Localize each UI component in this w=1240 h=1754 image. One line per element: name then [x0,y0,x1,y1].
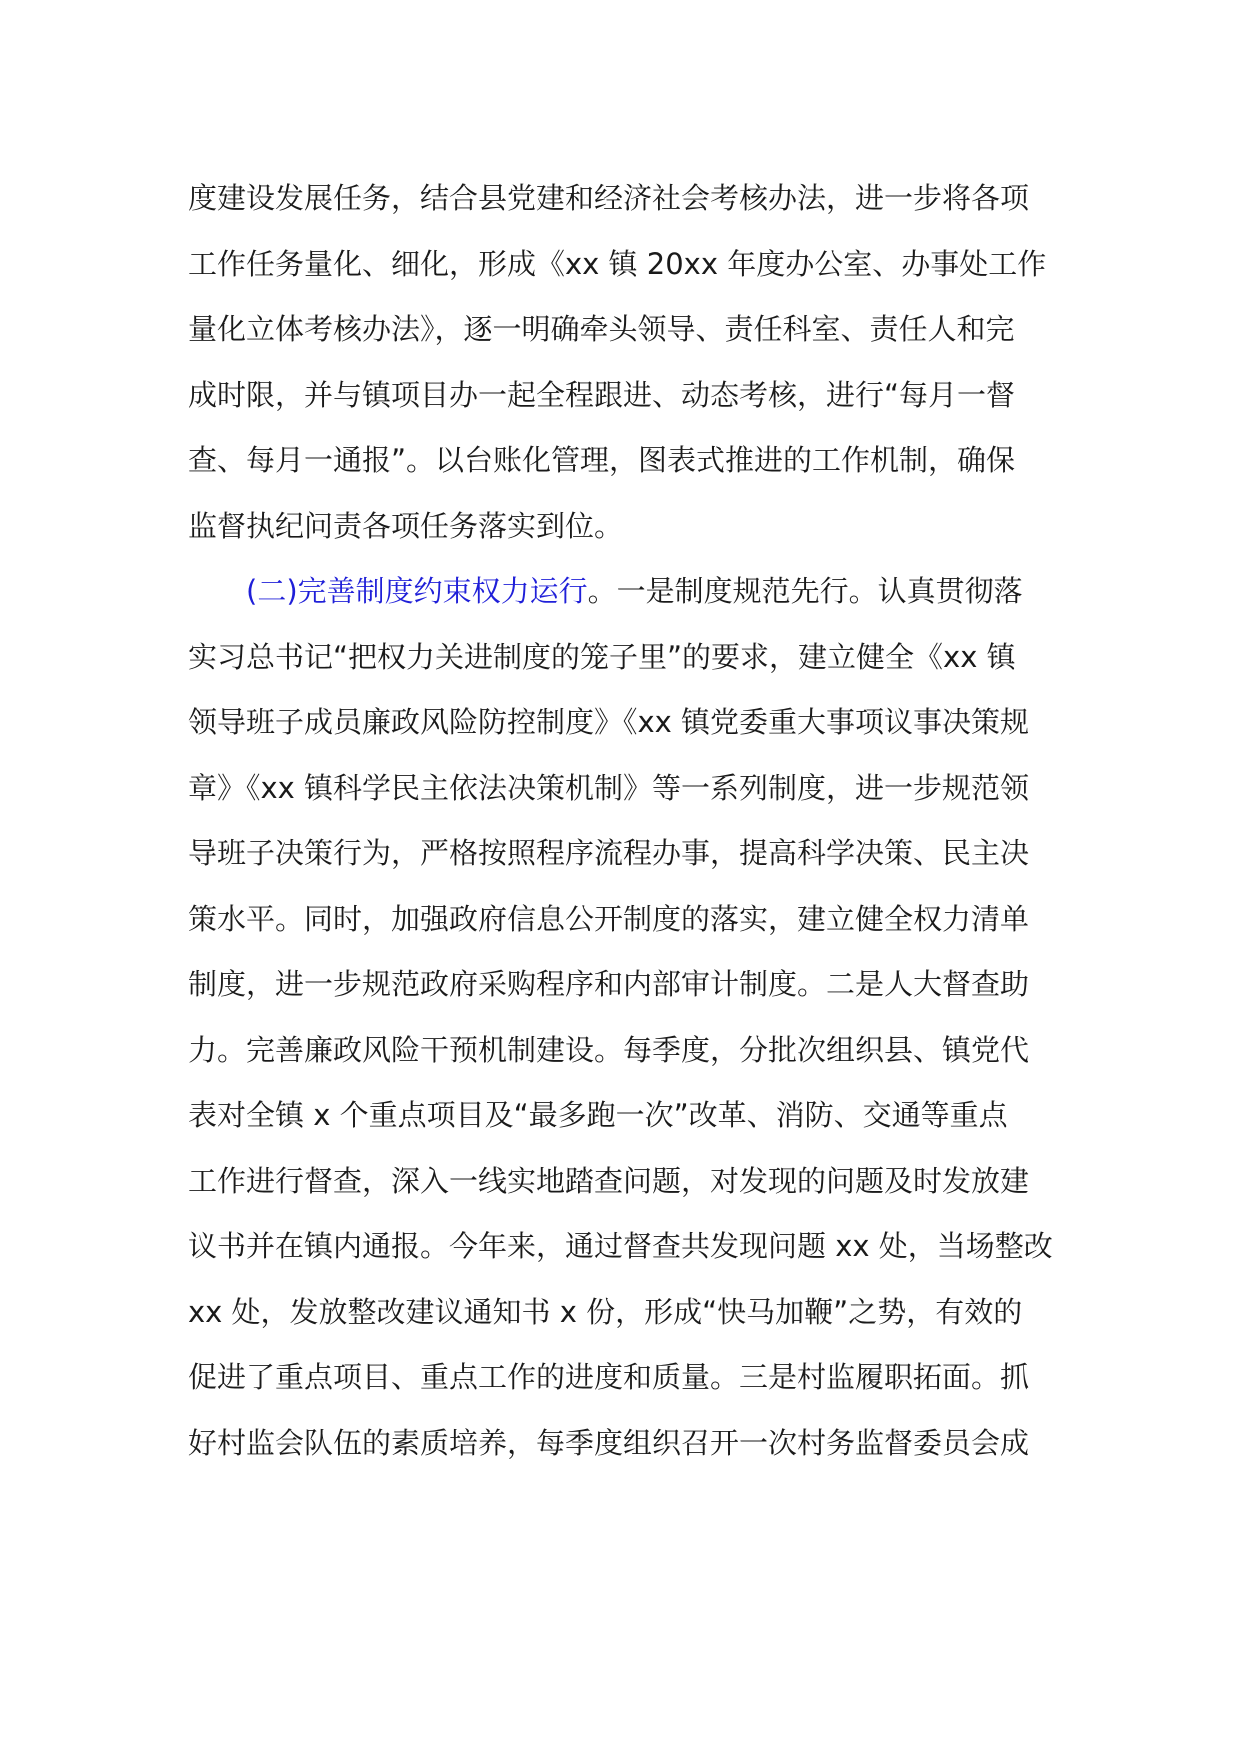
text-line: 章》《xx 镇科学民主依法决策机制》等一系列制度，进一步规范领 [188,770,1030,805]
text-line: 监督执纪问责各项任务落实到位。 [188,508,624,543]
paragraph-2 [188,559,1058,1476]
text-line: 策水平。同时，加强政府信息公开制度的落实，建立健全权力清单 [188,901,1030,936]
text-line: 实习总书记“把权力关进制度的笼子里”的要求，建立健全《xx 镇 [188,639,1016,674]
text-line: 工作进行督查，深入一线实地踏查问题，对发现的问题及时发放建 [188,1163,1030,1198]
text-line: 好村监会队伍的素质培养，每季度组织召开一次村务监督委员会成 [188,1425,1030,1460]
text-line: 度建设发展任务，结合县党建和经济社会考核办法，进一步将各项 [188,181,1030,215]
document-body [188,166,1058,1476]
text-line: 工作任务量化、细化，形成《xx 镇 20xx 年度办公室、办事处工作 [188,246,1047,281]
text-line: 查、每月一通报”。以台账化管理，图表式推进的工作机制，确保 [188,443,1016,477]
text-line: 议书并在镇内通报。今年来，通过督查共发现问题 xx 处，当场整改 [188,1229,1053,1263]
text-line: 领导班子成员廉政风险防控制度》《xx 镇党委重大事项议事决策规 [188,705,1030,739]
text-line: 力。完善廉政风险干预机制建设。每季度，分批次组织县、镇党代 [188,1032,1030,1067]
text-line: 制度，进一步规范政府采购程序和内部审计制度。二是人大督查助 [188,967,1030,1001]
text-line: 表对全镇 x 个重点项目及“最多跑一次”改革、消防、交通等重点 [188,1098,1008,1132]
text-line: 量化立体考核办法》，逐一明确牵头领导、责任科室、责任人和完 [188,312,1015,346]
text-line: 导班子决策行为，严格按照程序流程办事，提高科学决策、民主决 [188,836,1030,870]
text-run: 。一是制度规范先行。认真贯彻落 [587,574,1023,608]
text-line: xx 处，发放整改建议通知书 x 份，形成“快马加鞭”之势，有效的 [188,1294,1023,1329]
paragraph-2-first-line [188,559,1058,625]
section-heading: (二)完善制度约束权力运行 [246,574,588,608]
text-line: 促进了重点项目、重点工作的进度和质量。三是村监履职拓面。抓 [188,1360,1030,1394]
text-line: 成时限，并与镇项目办一起全程跟进、动态考核，进行“每月一督 [188,377,1016,412]
paragraph-1 [188,166,1058,559]
